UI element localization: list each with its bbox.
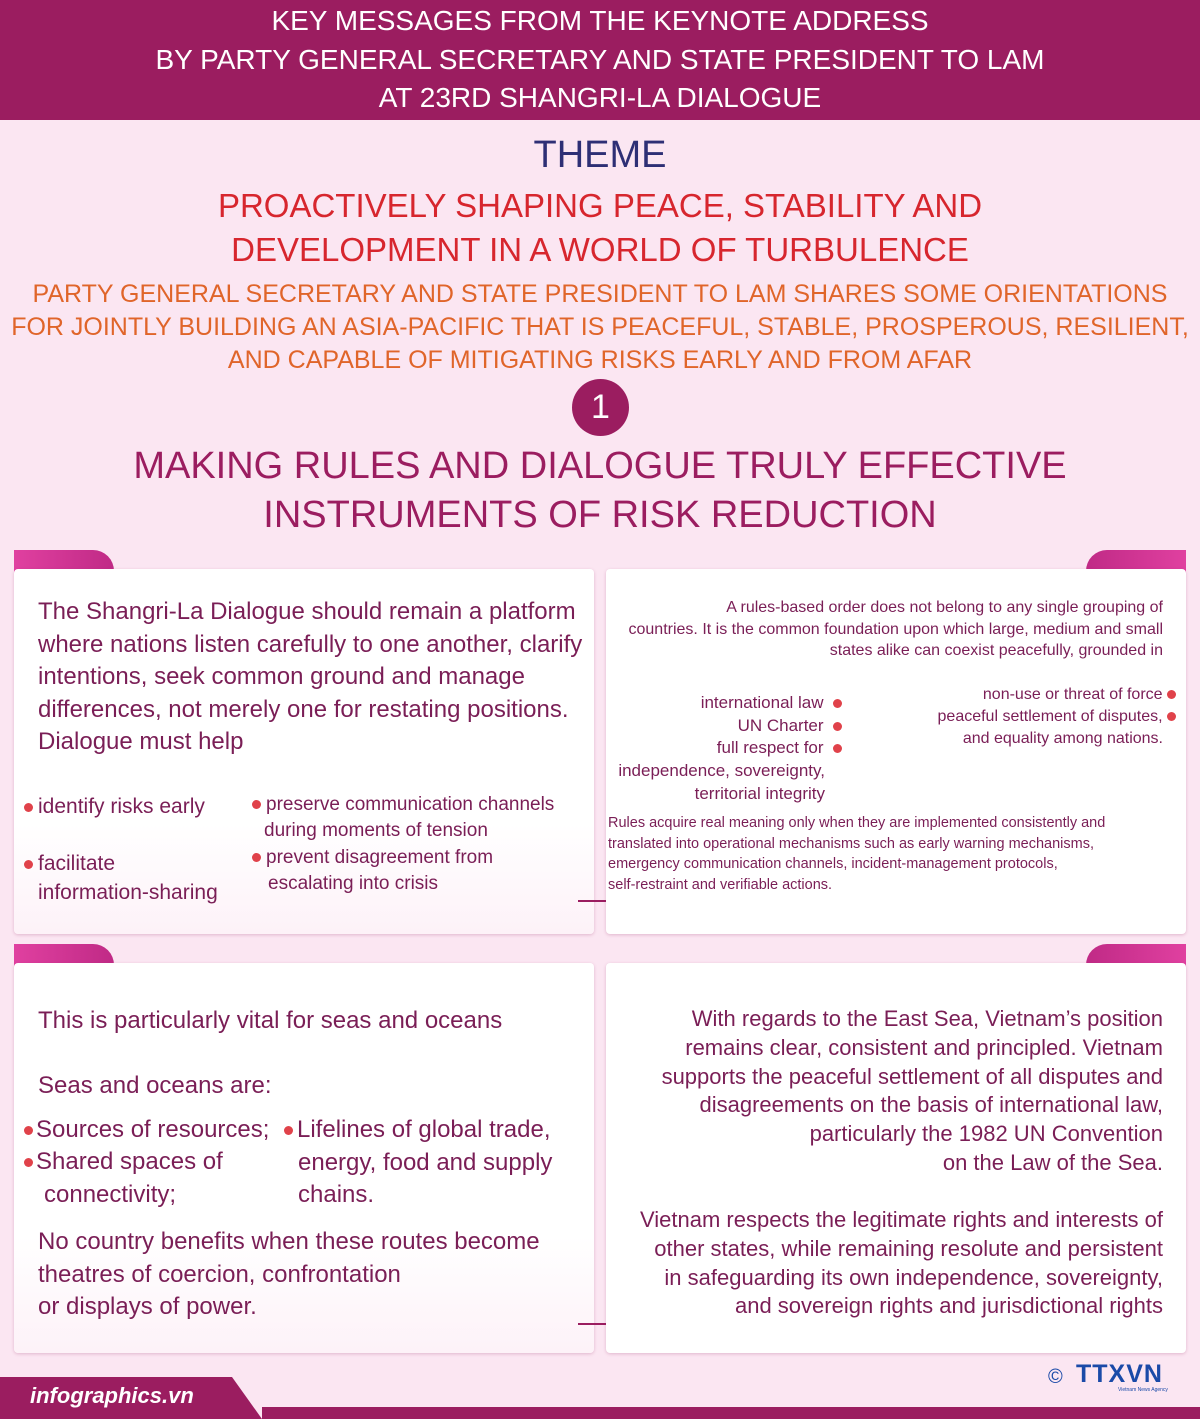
theme-subtitle [0,278,1200,377]
bullet-dot-icon [24,860,33,869]
panel-2-left-item-3: full respect for [606,737,842,760]
panel-1-text: The Shangri-La Dialogue should remain a platform where nations listen carefully to one another, clarify intentions, seek common ground and manage differences, not merely one for restating positions. Dialogue must help [38,598,583,755]
ttxvn-logo: TTXVN [1076,1360,1163,1388]
section-number-badge: 1 [572,379,629,436]
bullet-dot-icon [24,803,33,812]
panel-2-intro: A rules-based order does not belong to any single grouping of countries. It is the common foundation upon which large, medium and small states alike can coexist peacefully, grounded in [628,599,1163,659]
panel-3-intro: Seas and oceans are: [38,1072,272,1099]
bullet-dot-icon [833,699,842,708]
header-banner [0,0,1200,120]
panel-1-bullet-4: prevent disagreement from escalating into crisis [252,845,493,897]
header-line-3: AT 23RD SHANGRI-LA DIALOGUE [378,82,822,113]
panel-3-closing: No country benefits when these routes become theatres of coercion, confrontation or displays of power. [38,1228,540,1320]
panel-2-left-item-2: UN Charter [606,715,842,738]
theme-subtitle-line-3: AND CAPABLE OF MITIGATING RISKS EARLY AND FROM AFAR [227,346,973,374]
header-line-2: BY PARTY GENERAL SECRETARY AND STATE PRESIDENT TO LAM [155,43,1045,75]
bullet-dot-icon [833,722,842,731]
theme-subtitle-line-1: PARTY GENERAL SECRETARY AND STATE PRESIDENT TO LAM SHARES SOME ORIENTATIONS [32,280,1168,308]
theme-title [0,184,1200,272]
bullet-dot-icon [1167,690,1176,699]
section-title-line-1: MAKING RULES AND DIALOGUE TRULY EFFECTIVE [133,445,1067,487]
panel-3-heading: This is particularly vital for seas and oceans [38,1007,503,1034]
bullet-dot-icon [284,1126,293,1135]
panel-1-bullet-2: facilitate information-sharing [24,851,218,906]
panel-1-bullet-3: preserve communication channels during moments of tension [252,792,554,844]
bullet-dot-icon [833,744,842,753]
panel-2-right-item-3: and equality among nations. [962,730,1163,747]
theme-title-line-2: DEVELOPMENT IN A WORLD OF TURBULENCE [231,231,969,268]
panel-3-bullet-1: Sources of resources; [24,1114,269,1147]
panel-3-bullet-3: Lifelines of global trade, energy, food and supply chains. [284,1114,552,1212]
bullet-dot-icon [1167,712,1176,721]
panel-2-left-list: international law UN Charter full respect for independence, sovereignty, territorial integrity [606,692,842,806]
bullet-dot-icon [252,800,261,809]
panel-2-left-item-1: international law [606,692,842,715]
panel-2-right-item-2: peaceful settlement of disputes, [890,706,1176,728]
panel-2-right-item-1: non-use or threat of force [890,684,1176,706]
panel-2-outro: Rules acquire real meaning only when they are implemented consistently and translated into operational mechanisms such as early warning mechanisms, emergency communication channels, incident-management protocols, self-restraint and verifiable actions. [608,815,1106,893]
copyright-icon: © [1048,1366,1063,1388]
panel-4-paragraph-1: With regards to the East Sea, Vietnam’s position remains clear, consistent and principled. Vietnam supports the peaceful settlement of all disputes and disagreements on the basis of international law, particularly the 1982 UN Convention on the Law of the Sea. [661,1006,1163,1175]
panel-1-bullet-1: identify risks early [24,794,205,820]
panel-3-bullet-2: Shared spaces of connectivity; [24,1146,223,1211]
header-line-1: KEY MESSAGES FROM THE KEYNOTE ADDRESS [271,5,929,36]
panel-4-paragraph-2: Vietnam respects the legitimate rights and interests of other states, while remaining resolute and persistent in safeguarding its own independence, sovereignty, and sovereign rights and jurisdictional rights [640,1207,1163,1319]
bullet-dot-icon [252,853,261,862]
panel-2-right-list [890,684,1176,750]
ttxvn-logo-subtitle: Vietnam News Agency [1118,1387,1168,1393]
bullet-dot-icon [24,1158,33,1167]
footer-site-link[interactable]: infographics.vn [30,1383,194,1408]
theme-title-line-1: PROACTIVELY SHAPING PEACE, STABILITY AND [217,187,983,224]
theme-subtitle-line-2: FOR JOINTLY BUILDING AN ASIA-PACIFIC THAT IS PEACEFUL, STABLE, PROSPEROUS, RESILIENT, [11,313,1189,341]
theme-label: THEME [533,134,667,176]
section-title [0,442,1200,540]
bullet-dot-icon [24,1126,33,1135]
section-title-line-2: INSTRUMENTS OF RISK REDUCTION [263,494,937,536]
